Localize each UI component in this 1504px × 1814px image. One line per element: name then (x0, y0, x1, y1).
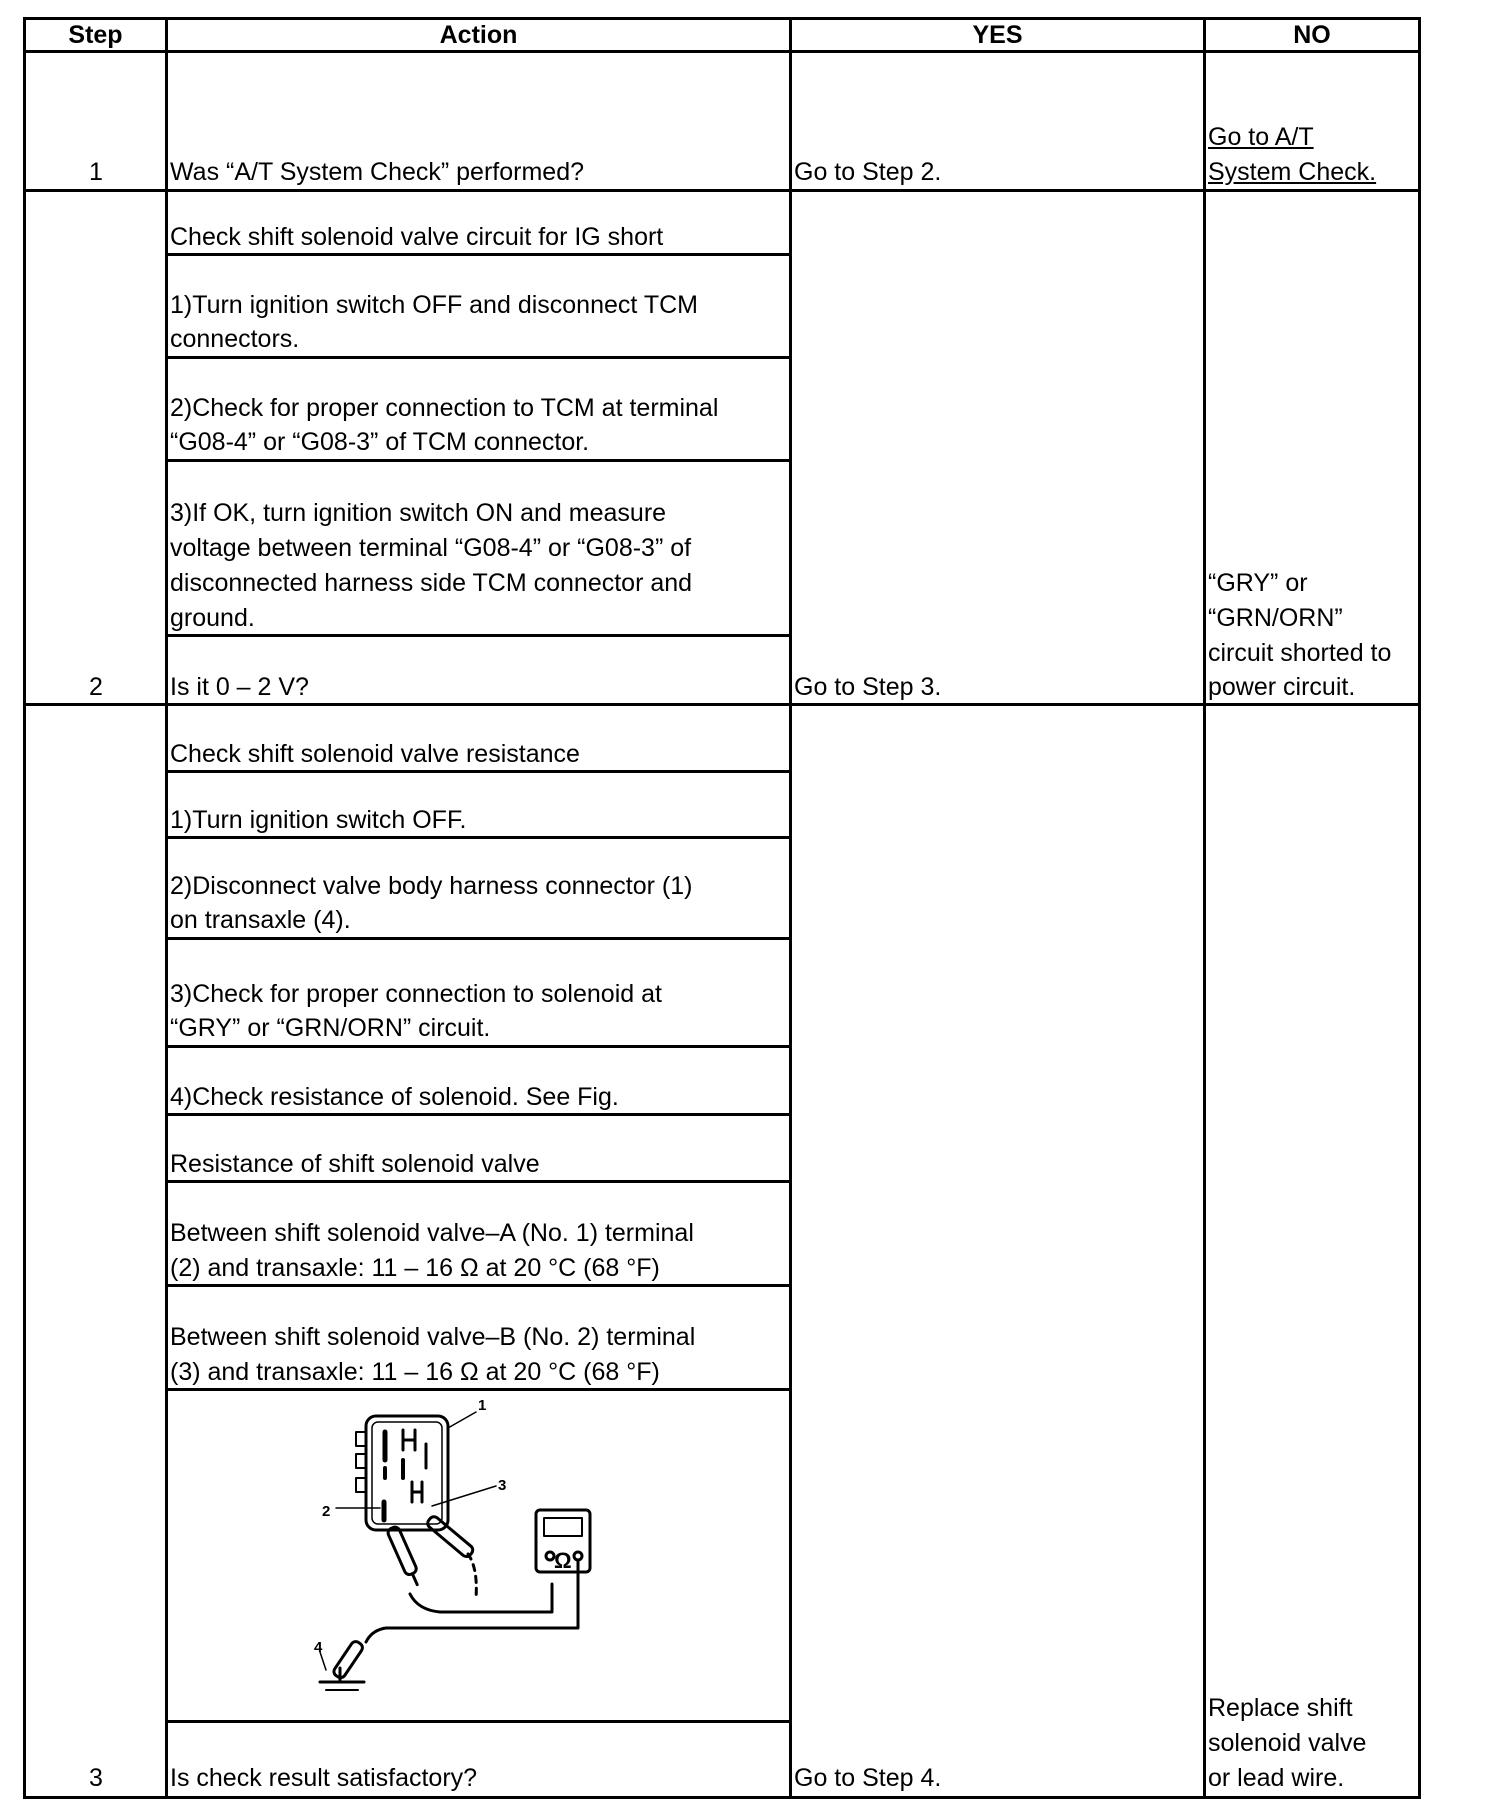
no-link-line[interactable]: Go to A/T (1208, 123, 1314, 151)
action-text: Between shift solenoid valve–A (No. 1) terminal (170, 1219, 694, 1247)
action-text: 2)Check for proper connection to TCM at terminal (170, 394, 719, 422)
yes-result: Go to Step 3. (794, 673, 942, 701)
column-divider (789, 17, 792, 1799)
figure-label: 4 (314, 1639, 323, 1656)
header-no: NO (1293, 21, 1331, 49)
subrow-divider (165, 1045, 792, 1048)
subrow-divider (165, 459, 792, 462)
yes-result: Go to Step 4. (794, 1764, 942, 1792)
subrow-divider (165, 1720, 792, 1723)
step-number: 1 (89, 158, 103, 186)
action-text: 1)Turn ignition switch OFF. (170, 806, 467, 834)
solenoid-resistance-figure (300, 1398, 660, 1698)
probe-b (426, 1515, 475, 1559)
action-text: disconnected harness side TCM connector and (170, 569, 693, 597)
no-result: Replace shift (1208, 1694, 1353, 1722)
header-step: Step (68, 21, 123, 49)
ohm-symbol: Ω (554, 1548, 572, 1573)
no-result: or lead wire. (1208, 1764, 1345, 1792)
no-result: solenoid valve (1208, 1729, 1367, 1757)
no-link-line[interactable]: System Check. (1208, 158, 1377, 186)
subrow-divider (165, 937, 792, 940)
column-divider (1203, 17, 1206, 1799)
figure-label: 1 (478, 1398, 487, 1414)
no-result: “GRY” or (1208, 569, 1308, 597)
subrow-divider (165, 634, 792, 637)
no-result: power circuit. (1208, 673, 1356, 701)
action-text: Is check result satisfactory? (170, 1764, 478, 1792)
probe-a (387, 1526, 423, 1588)
figure-label: 3 (498, 1477, 507, 1494)
action-text: “GRY” or “GRN/ORN” circuit. (170, 1014, 491, 1042)
valve-body-connector (366, 1416, 448, 1530)
action-text: 2)Disconnect valve body harness connector (1) (170, 872, 693, 900)
step-number: 2 (89, 673, 103, 701)
action-text: 4)Check resistance of solenoid. See Fig. (170, 1083, 619, 1111)
test-lead (410, 1584, 552, 1612)
step-number: 3 (89, 1764, 103, 1792)
action-text: Resistance of shift solenoid valve (170, 1150, 540, 1178)
subrow-divider (165, 356, 792, 359)
header-action: Action (439, 21, 518, 49)
action-text: 3)If OK, turn ignition switch ON and measure (170, 499, 667, 527)
row-divider (23, 189, 1421, 192)
action-text: 3)Check for proper connection to solenoid at (170, 980, 662, 1008)
table-border-left (23, 17, 26, 1799)
table-border-right (1418, 17, 1421, 1799)
action-text: connectors. (170, 325, 300, 353)
table-border-bottom (23, 1796, 1421, 1799)
header-yes: YES (972, 21, 1023, 49)
action-text: Between shift solenoid valve–B (No. 2) terminal (170, 1323, 696, 1351)
figure-label: 2 (322, 1503, 331, 1520)
action-text: on transaxle (4). (170, 906, 351, 934)
action-text: 1)Turn ignition switch OFF and disconnect TCM (170, 291, 698, 319)
column-divider (165, 17, 168, 1799)
action-text: Is it 0 – 2 V? (170, 673, 309, 701)
yes-result: Go to Step 2. (794, 158, 942, 186)
action-text: Check shift solenoid valve resistance (170, 740, 580, 768)
action-text: ground. (170, 604, 255, 632)
no-result: circuit shorted to (1208, 639, 1392, 667)
action-text: voltage between terminal “G08-4” or “G08-3” of (170, 534, 692, 562)
action-text: (3) and transaxle: 11 – 16 Ω at 20 °C (68 °F) (170, 1358, 660, 1386)
action-text: Was “A/T System Check” performed? (170, 158, 585, 186)
action-text: (2) and transaxle: 11 – 16 Ω at 20 °C (68 °F) (170, 1254, 660, 1282)
no-result: “GRN/ORN” (1208, 604, 1343, 632)
action-text: “G08-4” or “G08-3” of TCM connector. (170, 428, 590, 456)
action-text: Check shift solenoid valve circuit for IG short (170, 223, 664, 251)
